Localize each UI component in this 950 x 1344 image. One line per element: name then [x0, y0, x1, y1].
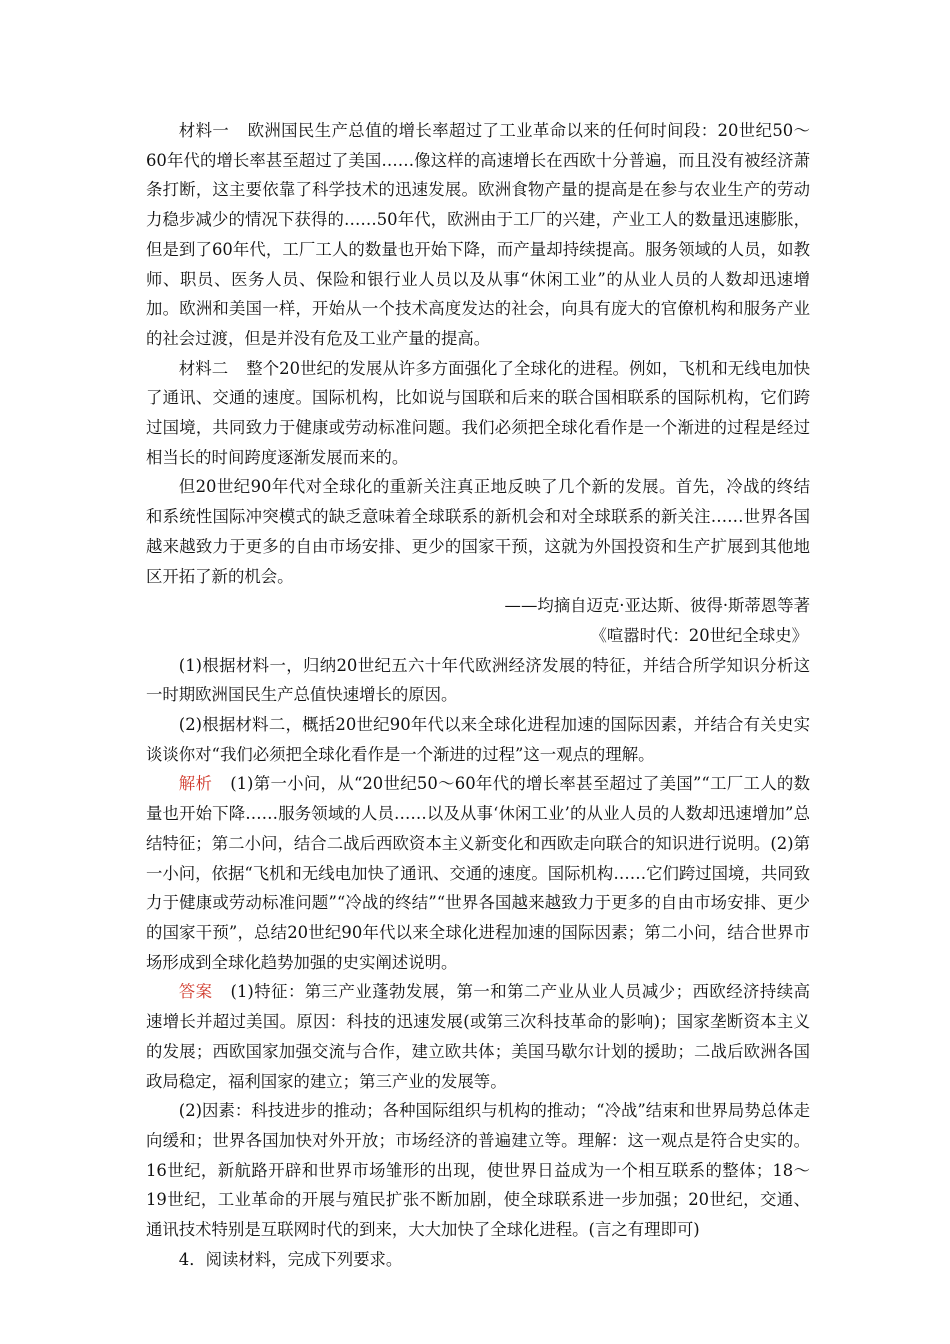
answer-text-part-one: (1)特征：第三产业蓬勃发展，第一和第二产业从业人员减少；西欧经济持续高速增长并超过美国。原因：科技的迅速发展(或第三次科技革命的影响)；国家垄断资本主义的发展；西欧国家加强交流与合作，建立欧共体；美国马歇尔计划的援助；二战后欧洲各国政局稳定，福利国家的建立；第三产业的发展等。	[146, 982, 811, 1091]
next-question-heading: 4．阅读材料，完成下列要求。	[178, 1249, 403, 1269]
material-two-text: 整个20世纪的发展从许多方面强化了全球化的进程。例如，飞机和无线电加快了通讯、交通的速度。国际机构，比如说与国联和后来的联合国相联系的国际机构，它们跨过国境，共同致力于健康或劳动标准问题。我们必须把全球化看作是一个渐进的过程是经过相当长的时间跨度逐渐发展而来的。	[146, 358, 811, 467]
answer-part-two: (2)因素：科技进步的推动；各种国际组织与机构的推动；“冷战”结束和世界局势总体走向缓和；世界各国加快对外开放；市场经济的普遍建立等。理解：这一观点是符合史实的。16世纪，新航路开辟和世界市场雏形的出现，使世界日益成为一个相互联系的整体；18～19世纪，工业革命的开展与殖民扩张不断加剧，使全球联系进一步加强；20世纪，交通、通讯技术特别是互联网时代的到来，大大加快了全球化进程。(言之有理即可)	[146, 1101, 810, 1240]
material-two-paragraph	[146, 354, 810, 473]
question-two: (2)根据材料二，概括20世纪90年代以来全球化进程加速的国际因素，并结合有关史实谈谈你对“我们必须把全球化看作是一个渐进的过程”这一观点的理解。	[146, 715, 810, 764]
document-page	[146, 116, 810, 1274]
material-one-text: 欧洲国民生产总值的增长率超过了工业革命以来的任何时间段：20世纪50～60年代的增长率甚至超过了美国……像这样的高速增长在西欧十分普遍，而且没有被经济萧条打断，这主要依靠了科学技术的迅速发展。欧洲食物产量的提高是在参与农业生产的劳动力稳步减少的情况下获得的……50年代，欧洲由于工厂的兴建，产业工人的数量迅速膨胀，但是到了60年代，工厂工人的数量也开始下降，而产量却持续提高。服务领域的人员，如教师、职员、医务人员、保险和银行业人员以及从事“休闲工业”的从业人员的人数却迅速增加。欧洲和美国一样，开始从一个技术高度发达的社会，向具有庞大的官僚机构和服务产业的社会过渡，但是并没有危及工业产量的提高。	[146, 121, 810, 348]
analysis-paragraph	[146, 769, 810, 977]
material-two-label: 材料二	[178, 358, 229, 378]
answer-paragraph	[146, 977, 810, 1096]
material-two-continuation: 但20世纪90年代对全球化的重新关注真正地反映了几个新的发展。首先，冷战的终结和系统性国际冲突模式的缺乏意味着全球联系的新机会和对全球联系的新关注……世界各国越来越致力于更多的自由市场安排、更少的国家干预，这就为外国投资和生产扩展到其他地区开拓了新的机会。	[146, 477, 810, 586]
answer-label: 答案	[178, 982, 213, 1002]
material-one-paragraph	[146, 116, 810, 354]
source-attribution: ——均摘自迈克·亚达斯、彼得·斯蒂恩等著	[504, 596, 810, 616]
analysis-label: 解析	[178, 774, 213, 794]
source-book-title: 《喧嚣时代：20世纪全球史》	[590, 625, 808, 645]
analysis-text: (1)第一小问，从“20世纪50～60年代的增长率甚至超过了美国”“工厂工人的数量也开始下降……服务领域的人员……以及从事‘休闲工业’的从业人员的人数却迅速增加”总结特征；第二小问，结合二战后西欧资本主义新变化和西欧走向联合的知识进行说明。(2)第一小问，依据“飞机和无线电加快了通讯、交通的速度。国际机构……它们跨过国境，共同致力于健康或劳动标准问题”“冷战的终结”“世界各国越来越致力于更多的自由市场安排、更少的国家干预”，总结20世纪90年代以来全球化进程加速的国际因素；第二小问，结合世界市场形成到全球化趋势加强的史实阐述说明。	[146, 774, 811, 972]
question-one: (1)根据材料一，归纳20世纪五六十年代欧洲经济发展的特征，并结合所学知识分析这一时期欧洲国民生产总值快速增长的原因。	[146, 655, 810, 705]
material-one-label: 材料一	[178, 121, 230, 140]
